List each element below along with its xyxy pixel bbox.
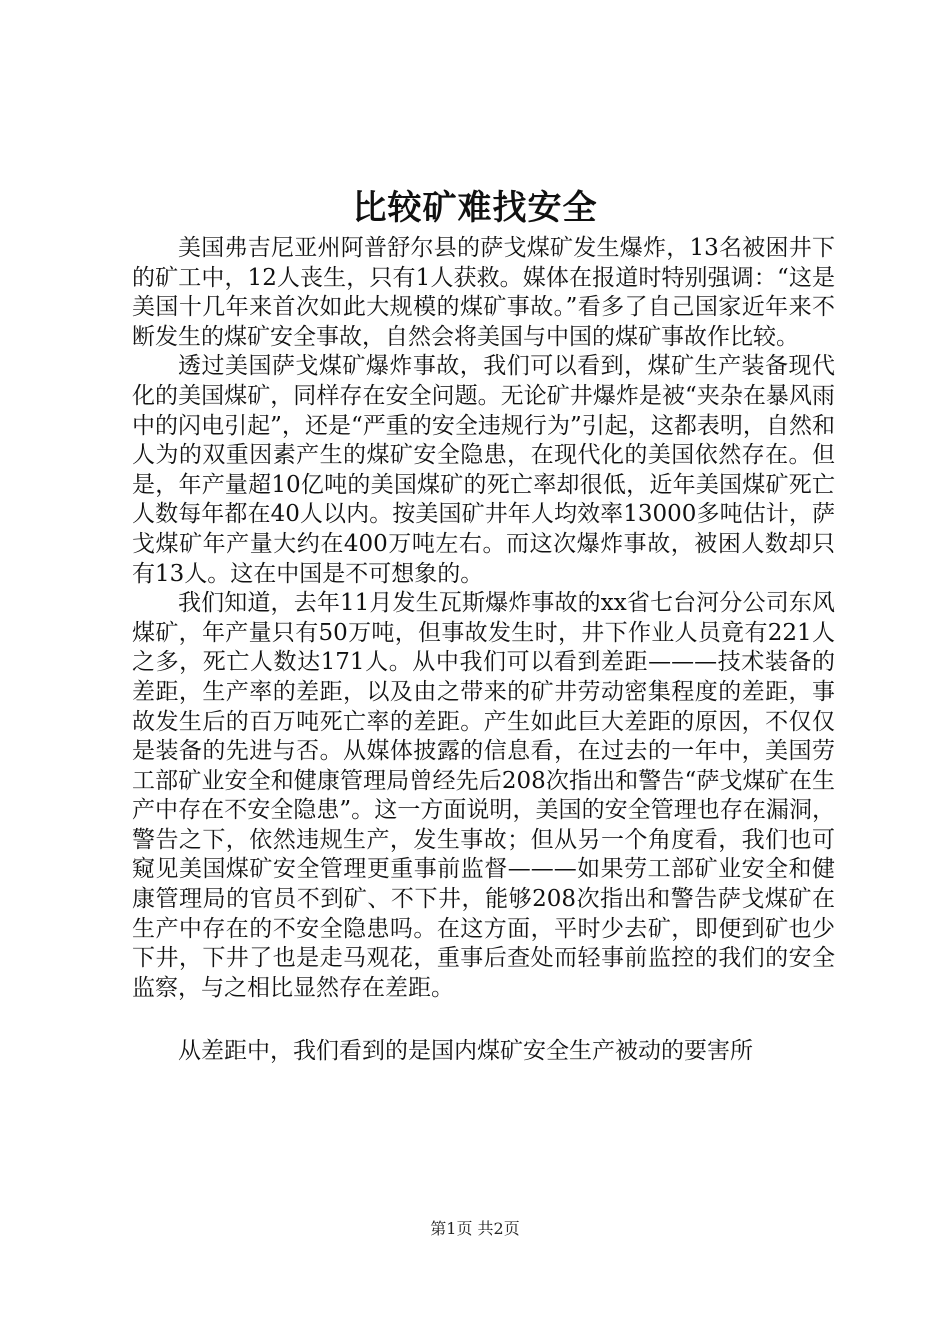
paragraph-4: 从差距中，我们看到的是国内煤矿安全生产被动的要害所 xyxy=(178,1038,753,1065)
paragraph-2: 透过美国萨戈煤矿爆炸事故，我们可以看到，煤矿生产装备现代化的美国煤矿，同样存在安全问题。无论矿井爆炸是被“夹杂在暴风雨中的闪电引起”，还是“严重的安全违规行为”引起，这都表明，自然和人为的双重因素产生的煤矿安全隐患，在现代化的美国依然存在。但是，年产量超10亿吨的美国煤矿的死亡率却很低，近年美国煤矿死亡人数每年都在40人以内。按美国矿井年人均效率13000多吨估计，萨戈煤矿年产量大约在400万吨左右。而这次爆炸事故，被困人数却只有13人。这在中国是不可想象的。 xyxy=(132,353,835,587)
document-body xyxy=(132,234,835,1067)
paragraph-1: 美国弗吉尼亚州阿普舒尔县的萨戈煤矿发生爆炸，13名被困井下的矿工中，12人丧生，只有1人获救。媒体在报道时特别强调：“这是美国十几年来首次如此大规模的煤矿事故。”看多了自己国家近年来不断发生的煤矿安全事故，自然会将美国与中国的煤矿事故作比较。 xyxy=(132,235,835,350)
paragraph-3: 我们知道，去年11月发生瓦斯爆炸事故的xx省七台河分公司东风煤矿，年产量只有50万吨，但事故发生时，井下作业人员竟有221人之多，死亡人数达171人。从中我们可以看到差距———技术装备的差距，生产率的差距，以及由之带来的矿井劳动密集程度的差距，事故发生后的百万吨死亡率的差距。产生如此巨大差距的原因，不仅仅是装备的先进与否。从媒体披露的信息看，在过去的一年中，美国劳工部矿业安全和健康管理局曾经先后208次指出和警告“萨戈煤矿在生产中存在不安全隐患”。这一方面说明，美国的安全管理也存在漏洞，警告之下，依然违规生产，发生事故；但从另一个角度看，我们也可窥见美国煤矿安全管理更重事前监督———如果劳工部矿业安全和健康管理局的官员不到矿、不下井，能够208次指出和警告萨戈煤矿在生产中存在的不安全隐患吗。在这方面，平时少去矿，即便到矿也少下井，下井了也是走马观花，重事后查处而轻事前监控的我们的安全监察，与之相比显然存在差距。 xyxy=(132,590,835,1001)
document-title: 比较矿难找安全 xyxy=(352,188,598,228)
page-footer: 第1页 共2页 xyxy=(430,1219,520,1238)
